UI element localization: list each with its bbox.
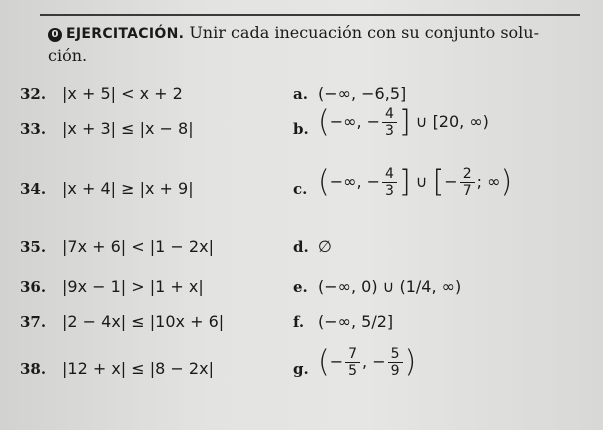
instruction-text-cont: ción. (48, 46, 88, 65)
inequality: |x + 3| ≤ |x − 8| (62, 119, 194, 138)
exercise-number: 33. (20, 120, 47, 138)
fraction: $\frac{4}{3}$ (382, 166, 397, 199)
exercise-number: 32. (20, 85, 47, 103)
exercise-number: 36. (20, 278, 47, 296)
exercise-header (48, 22, 593, 67)
instruction-text: Unir cada inecuación con su conjunto solu- (189, 23, 539, 42)
answer-set: (−∞, − $\frac{4}{3}$ ] ∪ [20, ∞) (318, 104, 489, 140)
answer-letter: e. (293, 278, 308, 296)
fraction: $\frac{5}{9}$ (388, 346, 403, 379)
section-title: EJERCITACIÓN. (66, 26, 185, 42)
answer-set: (−∞, 0) ∪ (1/4, ∞) (318, 277, 462, 296)
inequality: |9x − 1| > |1 + x| (62, 277, 204, 296)
exercise-number: 37. (20, 313, 47, 331)
inequality: |x + 4| ≥ |x + 9| (62, 179, 194, 198)
answer-set: (−∞, 5/2] (318, 312, 394, 331)
answer-letter: a. (293, 85, 308, 103)
section-bullet: 0 (48, 28, 62, 42)
exercise-number: 34. (20, 180, 47, 198)
top-rule (40, 14, 580, 16)
exercise-number: 38. (20, 360, 47, 378)
answer-letter: c. (293, 180, 308, 198)
inequality: |7x + 6| < |1 − 2x| (62, 237, 214, 256)
answer-set: ∅ (318, 237, 332, 256)
answer-set: (−∞, −6,5] (318, 84, 407, 103)
inequality: |12 + x| ≤ |8 − 2x| (62, 359, 214, 378)
answer-set: (−∞, − $\frac{4}{3}$ ] ∪ [− $\frac{2}{7}$ ; ∞) (318, 164, 513, 200)
inequality: |2 − 4x| ≤ |10x + 6| (62, 312, 225, 331)
answer-letter: g. (293, 360, 309, 378)
fraction: $\frac{4}{3}$ (382, 106, 397, 139)
answer-letter: f. (293, 313, 305, 331)
fraction: $\frac{2}{7}$ (460, 166, 475, 199)
exercise-number: 35. (20, 238, 47, 256)
answer-set: (− $\frac{7}{5}$ , − $\frac{5}{9}$ ) (318, 344, 417, 380)
inequality: |x + 5| < x + 2 (62, 84, 183, 103)
answer-letter: d. (293, 238, 309, 256)
fraction: $\frac{7}{5}$ (345, 346, 360, 379)
answer-letter: b. (293, 120, 309, 138)
